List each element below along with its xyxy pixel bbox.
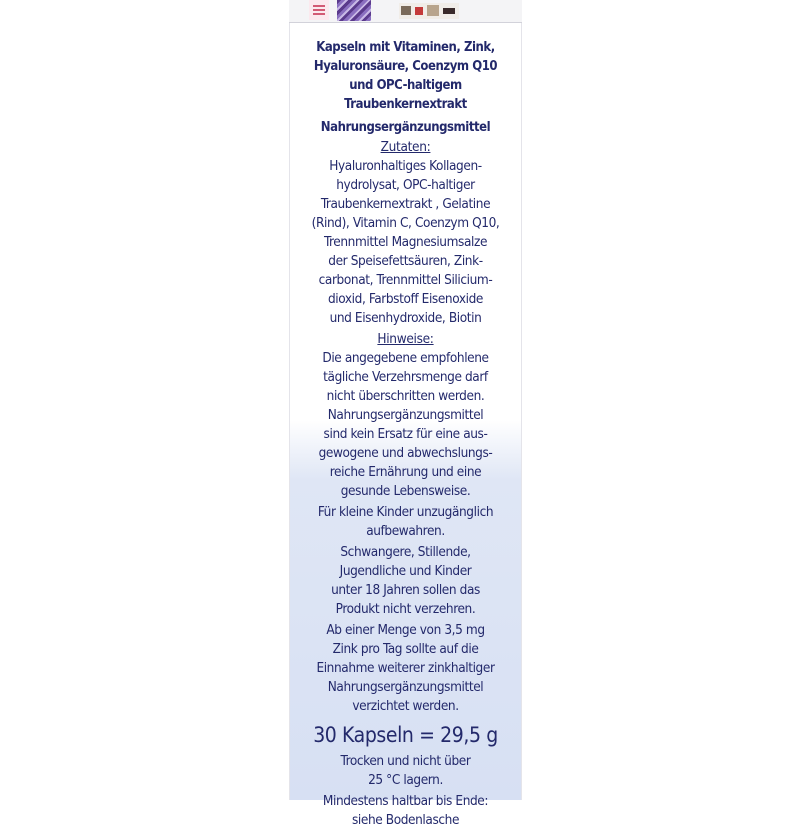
note-line: Jugendliche und Kinder — [339, 563, 472, 579]
purple-stripe-decoration — [337, 0, 371, 21]
note-line: Produkt nicht verzehren. — [335, 601, 476, 617]
notes-paragraph — [289, 503, 522, 541]
note-line: aufbewahren. — [366, 523, 445, 539]
note-line: reiche Ernährung und eine — [329, 464, 482, 480]
product-title-line: und OPC-haltigem — [349, 78, 462, 93]
note-line: Ab einer Menge von 3,5 mg — [326, 622, 485, 638]
ingredient-line: und Eisenhydroxide, Biotin — [329, 310, 482, 326]
notes-paragraph — [289, 543, 522, 619]
ingredients-heading: Zutaten: — [380, 139, 431, 155]
product-description — [289, 38, 522, 114]
storage-instructions — [289, 752, 522, 790]
note-line: Für kleine Kinder unzugänglich — [317, 504, 494, 520]
ingredient-line: (Rind), Vitamin C, Coenzym Q10, — [311, 215, 500, 231]
note-line: Einnahme weiterer zinkhaltiger — [316, 660, 495, 676]
product-title-line: Hyaluronsäure, Coenzym Q10 — [313, 59, 498, 74]
ingredient-line: Traubenkernextrakt , Gelatine — [320, 196, 491, 212]
best-before-info — [289, 792, 522, 830]
box-top-flap — [289, 0, 522, 23]
best-before-line: Mindestens haltbar bis Ende: — [322, 793, 489, 809]
brand-logo-icon — [309, 0, 329, 20]
note-line: Nahrungsergänzungsmittel — [327, 407, 484, 423]
flap-product-image — [399, 3, 459, 19]
note-line: sind kein Ersatz für eine aus- — [323, 426, 488, 442]
ingredient-line: carbonat, Trennmittel Silicium- — [318, 272, 493, 288]
ingredients-list — [289, 157, 522, 328]
product-category: Nahrungsergänzungsmittel — [320, 120, 491, 135]
product-title-line: Traubenkernextrakt — [344, 97, 467, 112]
note-line: Schwangere, Stillende, — [340, 544, 471, 560]
notes-heading: Hinweise: — [377, 331, 434, 347]
note-line: tägliche Verzehrsmenge darf — [323, 369, 488, 385]
note-line: Nahrungsergänzungsmittel — [327, 679, 484, 695]
ingredient-line: dioxid, Farbstoff Eisenoxide — [327, 291, 483, 307]
product-box-side-panel — [289, 0, 522, 828]
ingredient-line: Trennmittel Magnesiumsalze — [323, 234, 488, 250]
note-line: Zink pro Tag sollte auf die — [332, 641, 479, 657]
note-line: verzichtet werden. — [352, 698, 459, 714]
notes-paragraph — [289, 349, 522, 501]
quantity-statement: 30 Kapseln = 29,5 g — [313, 723, 498, 747]
box-text-content — [289, 38, 522, 832]
note-line: unter 18 Jahren sollen das — [331, 582, 480, 598]
note-line: gesunde Lebensweise. — [340, 483, 471, 499]
ingredient-line: Hyaluronhaltiges Kollagen- — [329, 158, 482, 174]
ingredient-line: der Speisefettsäuren, Zink- — [328, 253, 483, 269]
product-title-line: Kapseln mit Vitaminen, Zink, — [316, 40, 495, 55]
note-line: gewogene und abwechslungs- — [318, 445, 493, 461]
notes-paragraph — [289, 621, 522, 716]
ingredient-line: hydrolysat, OPC-haltiger — [336, 177, 475, 193]
note-line: nicht überschritten werden. — [326, 388, 485, 404]
storage-line: 25 °C lagern. — [368, 772, 443, 788]
storage-line: Trocken und nicht über — [340, 753, 471, 769]
best-before-line: siehe Bodenlasche — [351, 812, 460, 828]
note-line: Die angegebene empfohlene — [322, 350, 489, 366]
